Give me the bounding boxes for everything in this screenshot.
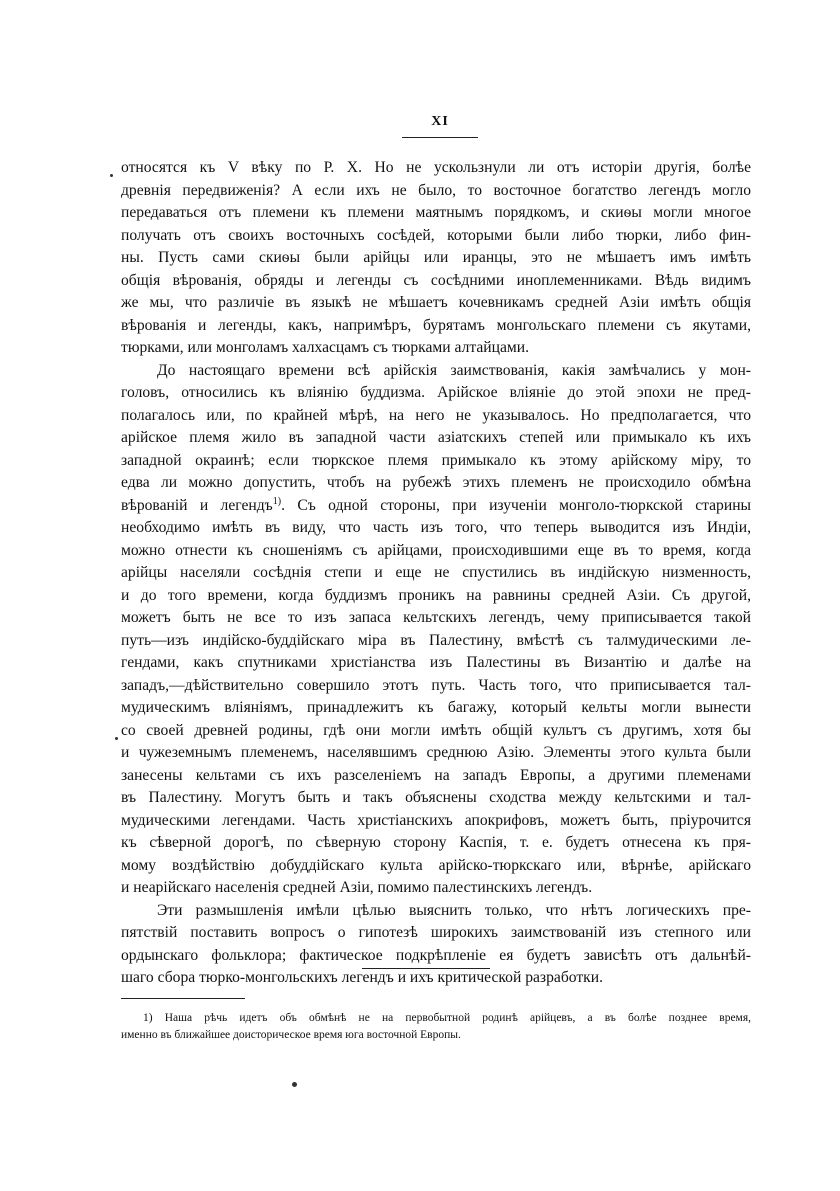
footnote-line: 1) Наша рѣчь идетъ объ обмѣнѣ не на первобытной родинѣ арійцевъ, а въ болѣе позднее время, [143,1012,751,1024]
text-line: вѣрованія и легенды, какъ, напримѣръ, бурятамъ монгольскаго племени съ якутами, [121,316,751,334]
text-line: едва ли можно допустить, чтобъ на рубежѣ этихъ племенъ не происходило обмѣна [121,474,751,491]
section-divider [362,968,490,969]
text-line: въ Палестину. Могутъ быть и такъ объяснены сходства между кельтскими и тал- [121,789,751,806]
text-line: общія вѣрованія, обряды и легенды съ сосѣдними иноплеменниками. Вѣдь видимъ [121,271,751,289]
text-line: и чужеземнымъ племенемъ, населявшимъ среднюю Азію. Элементы этого культа были [121,744,751,761]
text-line: мому воздѣйствію добуддійскаго культа арійско-тюркскаго или, вѣрнѣе, арійскаго [121,856,751,874]
text-fragment: вѣрованій и легендъ [121,496,273,514]
page-number: XI [431,114,449,129]
text-line: ны. Пусть сами скиѳы были арійцы или иранцы, это не мѣшаетъ имъ имѣть [121,249,751,266]
text-line: занесены кельтами съ ихъ разселеніемъ на западъ Европы, а другими племенами [121,766,751,784]
footnote [121,1010,751,1044]
print-speck [110,174,113,177]
body-text [121,157,751,990]
text-line: арійцы населяли сосѣднія степи и еще не спустились въ индійскую низменность, [121,564,751,581]
text-line: ордынскаго фольклора; фактическое подкрѣпленіе ея будетъ зависѣть отъ дальнѣй- [121,946,751,964]
text-line: мудическимъ вліяніямъ, принадлежитъ къ багажу, который кельты могли вынести [121,699,751,716]
header-rule [402,137,478,138]
text-line: же мы, что различіе въ языкѣ не мѣшаетъ кочевникамъ средней Азіи имѣть общія [121,294,751,311]
text-line: западной окраинѣ; если тюркское племя примыкало къ этому арійскому міру, то [121,451,751,469]
text-line: со своей древней родины, гдѣ они могли имѣть общій культъ съ другимъ, хотя бы [121,721,751,739]
print-speck [115,737,118,740]
text-line: можетъ быть не все то изъ запаса кельтскихъ легендъ, чему приписывается такой [121,609,751,626]
text-line: До настоящаго времени всѣ арійскія заимствованія, какія замѣчались у мон- [157,361,751,379]
footnote-reference: 1) [272,495,282,507]
footnote-line: именно въ ближайшее доисторическое время юга восточной Европы. [121,1029,461,1041]
text-line: мудическими легендами. Часть христіанскихъ апокрифовъ, можетъ быть, пріурочится [121,811,751,829]
text-line: пятствій поставить вопросъ о гипотезѣ широкихъ заимствованій изъ степного или [121,924,751,941]
text-line-with-footnote [121,495,751,518]
text-line: и неарійскаго населенія средней Азіи, помимо палестинскихъ легендъ. [121,879,593,896]
text-line: древнія передвиженія? А если ихъ не было, то восточное богатство легендъ могло [121,181,751,199]
text-line: тюрками, или монголамъ халхасцамъ съ тюрками алтайцами. [121,339,530,356]
footnote-rule [121,998,245,999]
text-line: Эти размышленія имѣли цѣлью выяснить только, что нѣтъ логическихъ пре- [157,901,751,919]
text-line: головъ, относились къ вліянію буддизма. Арійское вліяніе до этой эпохи не пред- [121,384,751,401]
text-line: получать отъ своихъ восточныхъ сосѣдей, которыми были либо тюрки, либо фин- [121,226,751,244]
text-line: къ сѣверной дорогѣ, по сѣверную сторону Каспія, т. е. будетъ отнесена къ пря- [121,834,751,851]
text-line: арійское племя жило въ западной части азіатскихъ степей или примыкало къ ихъ [121,429,751,446]
text-fragment: . Съ одной стороны, при изученіи монголо-тюркской старины [281,496,752,514]
text-line: гендами, какъ спутниками христіанства изъ Палестины въ Византію и далѣе на [121,654,751,671]
text-line: необходимо имѣть въ виду, что часть изъ того, что теперь выводится изъ Индіи, [121,519,751,536]
text-line: западъ,—дѣйствительно совершило этотъ путь. Часть того, что приписывается тал- [121,676,751,694]
text-line: шаго сбора тюрко-монгольскихъ легендъ и ихъ критической разработки. [121,969,603,986]
text-line: путь—изъ индійско-буддійскаго міра въ Палестину, вмѣстѣ съ талмудическими ле- [121,631,751,649]
text-line: можно отнести къ сношеніямъ съ арійцами, происходившими еще въ то время, когда [121,541,751,559]
text-line: относятся къ V вѣку по Р. X. Но не ускользнули ли отъ исторіи другія, болѣе [121,159,751,176]
print-speck [292,1082,297,1087]
text-line: полагалось или, по крайней мѣрѣ, на него не указывалось. Но предполагается, что [121,406,751,424]
text-line: передаваться отъ племени къ племени маятнымъ порядкомъ, и скиѳы могли многое [121,204,751,221]
text-line: и до того времени, когда буддизмъ проникъ на равнины средней Азіи. Съ другой, [121,586,751,604]
